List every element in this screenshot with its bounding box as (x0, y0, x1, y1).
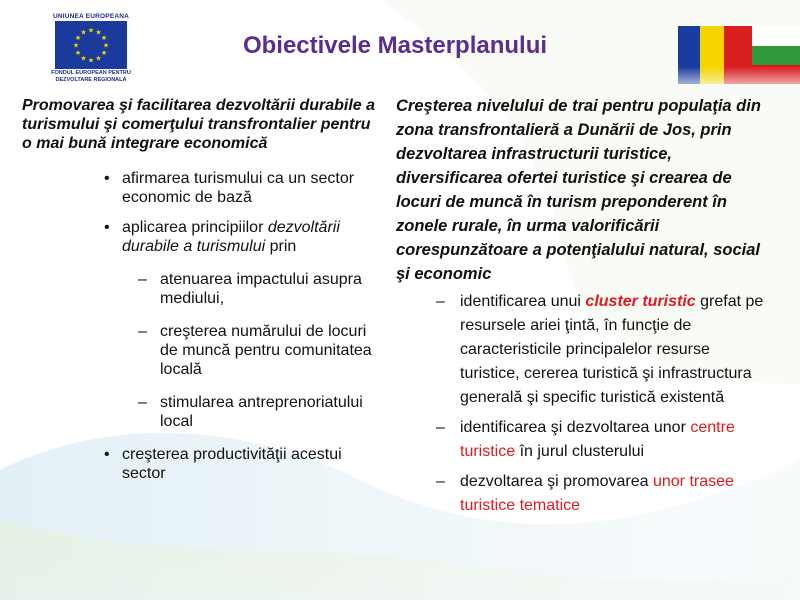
eu-star-icon: ★ (74, 34, 82, 42)
sub-bullet-text: identificarea şi dezvoltarea unor (460, 419, 691, 436)
highlight-text: unor trasee turistice tematice (460, 473, 734, 514)
highlight-text: cluster turistic (585, 293, 696, 310)
right-column (396, 94, 768, 524)
eu-flag-icon (55, 21, 127, 69)
list-item (138, 270, 377, 308)
eu-star-icon: ★ (72, 41, 80, 50)
left-column (22, 96, 377, 494)
eu-logo (48, 12, 134, 88)
list-item (436, 470, 768, 518)
bullet-text: afirmarea turismului ca un sector economic de bază (122, 170, 355, 206)
eu-star-icon: ★ (100, 49, 108, 57)
sub-bullet-text: stimularea antreprenoriatului local (160, 394, 363, 430)
list-item (436, 416, 768, 464)
eu-star-icon: ★ (80, 54, 87, 63)
right-sub-list (396, 290, 768, 518)
list-item (102, 445, 377, 483)
sub-bullet-text: grefat pe resursele ariei ţintă, în funcţie de caracteristicile principalelor resurse turistice, cererea turistică şi infrastructura generală şi specific turistică existentă (460, 293, 764, 406)
list-item (138, 322, 377, 379)
eu-star-icon: ★ (74, 49, 82, 57)
sub-bullet-text: identificarea unui (460, 293, 586, 310)
eu-star-icon: ★ (80, 28, 87, 37)
eu-logo-bottom-text (48, 70, 134, 83)
right-heading: Creşterea nivelului de trai pentru populaţia din zona transfrontalieră a Dunării de Jos, prin dezvoltarea infrastructurii turistice, diversificarea ofertei turistice şi crearea de locuri de muncă în turism preponderent în zonele rurale, în urma valorificării corespunzătoare a potenţialului natural, social şi economic (396, 97, 761, 283)
eu-logo-top-text: UNIUNEA EUROPEANA (52, 13, 130, 20)
bullet-text: aplicarea principiilor (122, 219, 268, 236)
left-sub-list (122, 270, 377, 431)
page-title: Obiectivele Masterplanului (242, 32, 548, 59)
flags-icon (678, 26, 800, 84)
list-item (102, 218, 377, 431)
highlight-text: centre turistice (460, 419, 735, 460)
bullet-text: creşterea productivităţii acestui sector (122, 446, 342, 482)
sub-bullet-text: dezvoltarea şi promovarea (460, 473, 653, 490)
list-item (102, 169, 377, 207)
sub-bullet-text: atenuarea impactului asupra mediului, (160, 271, 362, 307)
list-item (436, 290, 768, 410)
eu-logo-line2: DEZVOLTARE REGIONALA (55, 76, 127, 83)
eu-star-icon: ★ (102, 41, 110, 50)
eu-logo-line1: FONDUL EUROPEAN PENTRU (51, 70, 131, 76)
eu-star-icon: ★ (95, 54, 102, 63)
eu-star-icon: ★ (87, 56, 95, 65)
bullet-text-italic: dezvoltării durabile a turismului (122, 219, 340, 255)
sub-bullet-text: creşterea numărului de locuri de muncă pentru comunitatea locală (160, 323, 372, 378)
left-heading: Promovarea şi facilitarea dezvoltării durabile a turismului şi comerţului transfrontalier pentru o mai bună integrare economică (22, 97, 376, 152)
list-item (138, 393, 377, 431)
eu-star-icon: ★ (100, 34, 108, 42)
sub-bullet-text: în jurul clusterului (515, 443, 645, 460)
left-bullet-list (22, 169, 377, 483)
bullet-text: prin (265, 238, 297, 255)
eu-star-icon: ★ (95, 28, 102, 37)
eu-star-icon: ★ (87, 26, 95, 35)
